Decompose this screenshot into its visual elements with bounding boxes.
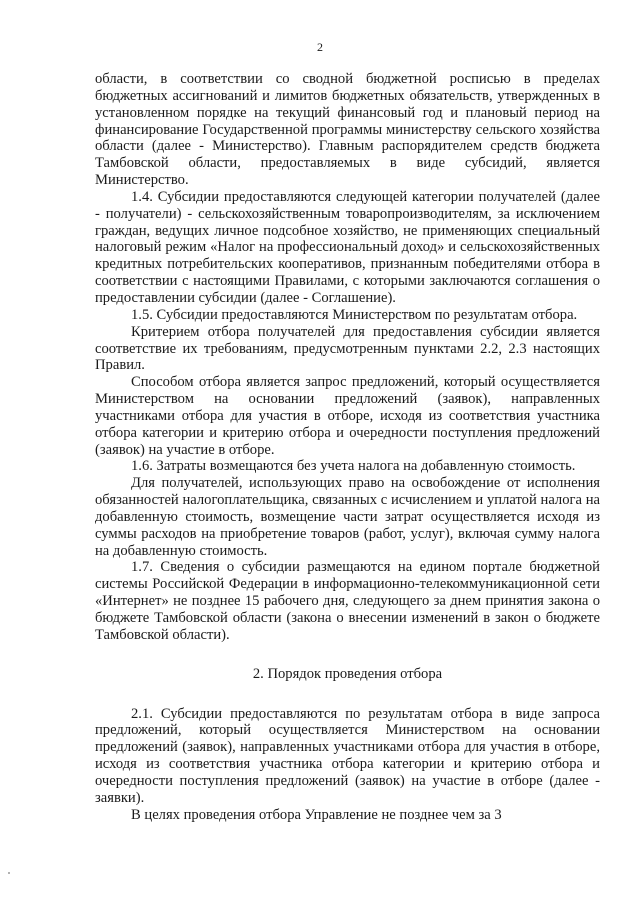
paragraph-budget-allocations: области, в соответствии со сводной бюджетной росписью в пределах бюджетных ассигнований и лимитов бюджетных обязательств, утвержденных в установленном порядке на текущий финансовый год и плановый период на финансирование Государственной программы министерству сельского хозяйства области (далее - Министерство). Главным распорядителем средств бюджета Тамбовской области, предоставляемых в виде субсидий, является Министерство. [95,71,600,189]
paragraph-2-1-procedure: 2.1. Субсидии предоставляются по результатам отбора в виде запроса предложений, который осуществляется Министерством на основании предложений (заявок), направленных участниками отбора для участия в отборе, исходя из соответствия участника отбора категории и критерию отбора и очередности поступления предложений (заявок) на участие в отборе (далее - заявки). [95,705,600,806]
paragraph-1-7-publication: 1.7. Сведения о субсидии размещаются на едином портале бюджетной системы Российской Федерации в информационно-телекоммуникационной сети «Интернет» не позднее 15 рабочего дня, следующего за днем принятия закона о бюджете Тамбовской области (закона о внесении изменений в закон о бюджете Тамбовской области). [95,559,600,643]
paragraph-1-4-recipients: 1.4. Субсидии предоставляются следующей категории получателей (далее - получатели) - сельскохозяйственным товаропроизводителям, за исключением граждан, ведущих личное подсобное хозяйство, не применяющих специальный налоговый режим «Налог на профессиональный доход» и сельскохозяйственных кредитных потребительских кооперативов, признанным победителями отбора в соответствии с настоящими Правилами, с которыми заключаются соглашения о предоставлении субсидии (далее - Соглашение). [95,188,600,306]
paragraph-1-6-costs: 1.6. Затраты возмещаются без учета налога на добавленную стоимость. [131,458,576,475]
page-number: 2 [317,40,323,54]
paragraph-1-5-selection: 1.5. Субсидии предоставляются Министерством по результатам отбора. [131,306,578,323]
section-title: 2. Порядок проведения отбора [252,665,443,682]
scan-dot-mark [8,872,10,874]
paragraph-selection-deadline: В целях проведения отбора Управление не позднее чем за 3 [131,806,502,823]
paragraph-vat-exemption: Для получателей, использующих право на освобождение от исполнения обязанностей налогоплательщика, связанных с исчислением и уплатой налога на добавленную стоимость, возмещение части затрат осуществляется исходя из суммы расходов на приобретение товаров (работ, услуг), включая сумму налога на добавленную стоимость. [95,475,600,559]
paragraph-selection-criterion: Критерием отбора получателей для предоставления субсидии является соответствие их требованиям, предусмотренным пунктами 2.2, 2.3 настоящих Правил. [95,323,600,374]
paragraph-selection-method: Способом отбора является запрос предложений, который осуществляется Министерством на основании предложений (заявок), направленных участниками отбора для участия в отборе, исходя из соответствия участника отбора категории и критерию отбора и очередности поступления предложений (заявок) на участие в отборе. [95,374,600,458]
document-body [95,71,600,823]
